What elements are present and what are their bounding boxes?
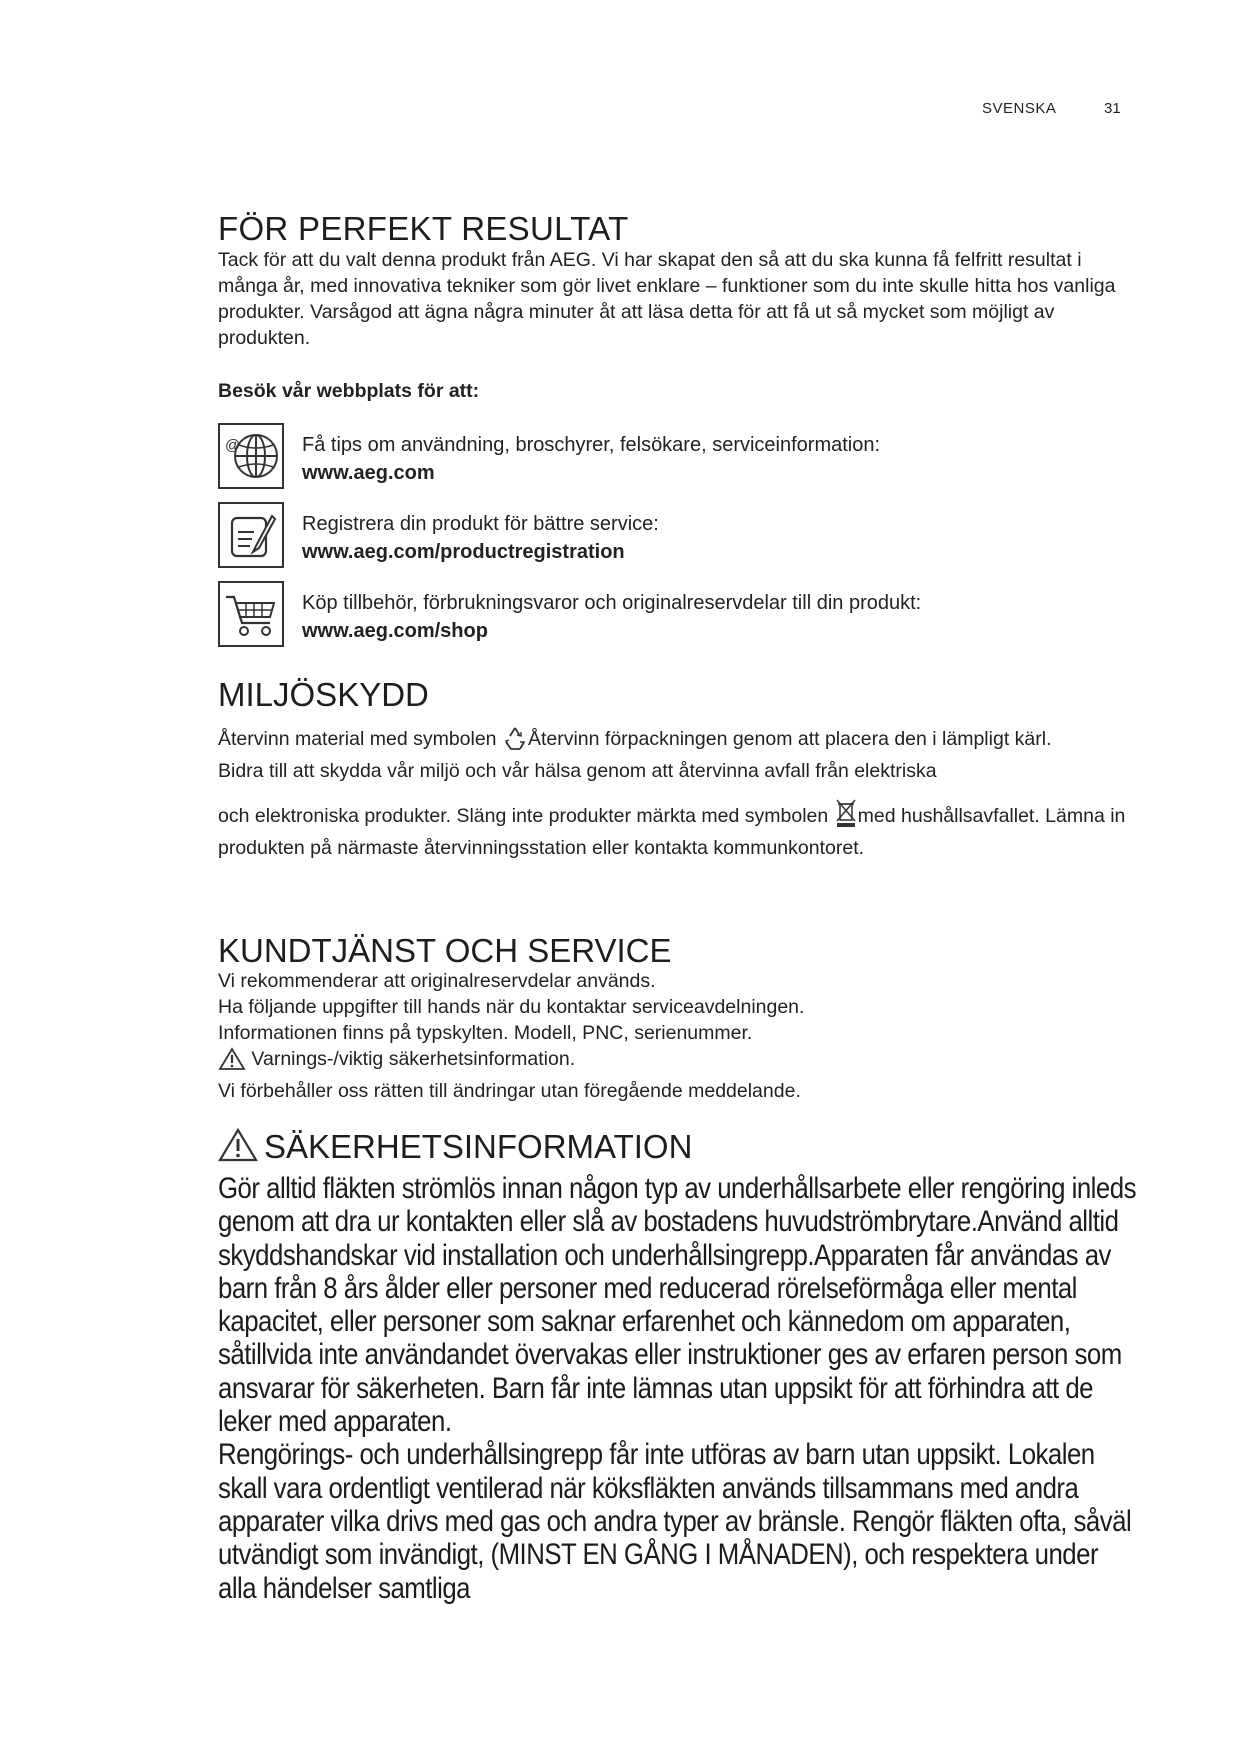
header-language: SVENSKA <box>982 100 1057 117</box>
env-line3-after: med hushållsavfallet. Lämna in produkten på närmaste återvinningsstation eller kontakta kommunkontoret. <box>218 805 1126 859</box>
web-link-aeg[interactable]: www.aeg.com <box>302 462 435 484</box>
service-title: KUNDTJÄNST OCH SERVICE <box>218 932 672 969</box>
env-line1-after: Återvinn förpackningen genom att placera den i lämpligt kärl. <box>527 728 1052 750</box>
safety-para2: Rengörings- och underhållsingrepp får inte utföras av barn utan uppsikt. Lokalen skall vara ordentligt ventilerad när köksfläkten används tillsammans med andra apparater vilka drivs med gas och andra typer av bränsle. Rengör fläkten ofta, såväl utvändigt som invändigt, (MINST EN GÅNG I MÅNADEN), och respektera under alla händelser samtliga <box>218 1438 1132 1605</box>
web-item-text: Köp tillbehör, förbrukningsvaror och originalreservdelar till din produkt: <box>302 592 922 614</box>
service-line: Vi förbehåller oss rätten till ändringar utan föregående meddelande. <box>218 1080 801 1102</box>
warning-icon <box>218 1047 246 1078</box>
safety-title <box>218 1128 692 1166</box>
service-text <box>218 968 1138 1104</box>
web-link-shop[interactable]: www.aeg.com/shop <box>302 620 488 642</box>
env-line2: Bidra till att skydda vår miljö och vår hälsa genom att återvinna avfall från elektriska <box>218 760 937 782</box>
visit-title: Besök vår webbplats för att: <box>218 380 480 402</box>
intro-title: FÖR PERFEKT RESULTAT <box>218 210 629 247</box>
web-item-text: Registrera din produkt för bättre service: <box>302 513 659 535</box>
environment-text <box>218 725 1138 861</box>
web-item-text: Få tips om användning, broschyrer, felsökare, serviceinformation: <box>302 434 881 456</box>
env-line3-before: och elektroniska produkter. Släng inte produkter märkta med symbolen <box>218 805 834 827</box>
service-line: Vi rekommenderar att originalreservdelar används. <box>218 970 656 992</box>
intro-text: Tack för att du valt denna produkt från AEG. Vi har skapat den så att du ska kunna få felfritt resultat i många år, med innovativa tekniker som gör livet enklare – funktioner som du inte skulle hitta hos vanliga produkter. Varsågod att ägna några minuter åt att läsa detta för att få ut så mycket som möjligt av produkten. <box>218 249 1116 349</box>
safety-para1: Gör alltid fläkten strömlös innan någon typ av underhållsarbete eller rengöring inleds genom att dra ur kontakten eller slå av bostadens huvudströmbrytare.Använd alltid skyddshandskar vid installation och underhållsingrepp.Apparaten får användas av barn från 8 års ålder eller personer med reducerad rörelseförmåga eller mental kapacitet, eller personer som saknar erfarenhet och kännedom om apparaten, såtillvida inte användandet övervakas eller instruktioner ges av erfaren person som ansvarar för säkerheten. Barn får inte lämnas utan uppsikt för att förhindra att de leker med apparaten. <box>218 1172 1136 1439</box>
web-globe-icon <box>218 423 284 489</box>
service-line: Informationen finns på typskylten. Modell, PNC, serienummer. <box>218 1022 753 1044</box>
environment-title: MILJÖSKYDD <box>218 676 429 713</box>
shopping-cart-icon <box>218 581 284 647</box>
env-line1-before: Återvinn material med symbolen <box>218 728 502 750</box>
web-link-registration[interactable]: www.aeg.com/productregistration <box>302 541 625 563</box>
weee-bin-icon <box>834 798 858 835</box>
safety-text <box>218 1172 1138 1605</box>
recycle-icon <box>502 725 528 758</box>
warning-icon <box>218 1128 258 1162</box>
safety-title-text: SÄKERHETSINFORMATION <box>264 1128 693 1165</box>
page-number: 31 <box>1104 100 1121 117</box>
service-line: Varnings-/viktig säkerhetsinformation. <box>251 1048 576 1070</box>
registration-form-icon <box>218 502 284 568</box>
service-line: Ha följande uppgifter till hands när du kontaktar serviceavdelningen. <box>218 996 805 1018</box>
svg-text:@: @ <box>225 437 241 454</box>
